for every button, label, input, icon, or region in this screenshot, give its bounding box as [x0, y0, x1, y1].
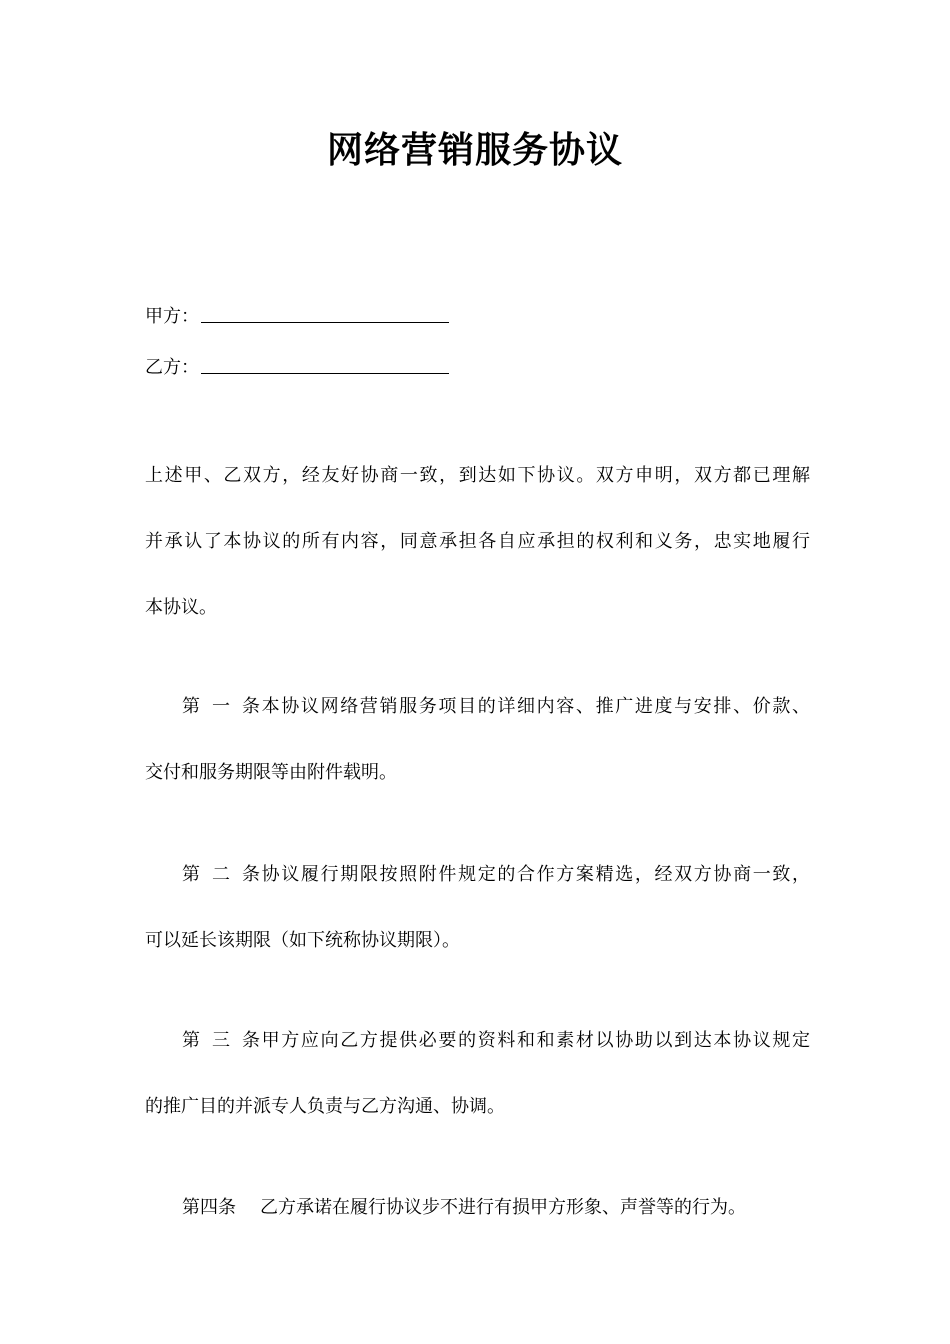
party-a-line: [145, 302, 449, 332]
article-text: 本协议网络营销服务项目的详细内容、推广进度与安排、价款、: [260, 696, 810, 717]
article-text: 甲方应向乙方提供必要的资料和和素材以协助以到达本协议规定: [260, 1030, 810, 1051]
article-line: 的推广目的并派专人负责与乙方沟通、协调。: [145, 1096, 505, 1117]
article-first-line: [145, 860, 810, 890]
article-label: 第二条: [182, 864, 260, 885]
article-1: [145, 692, 810, 788]
party-b-blank: [201, 353, 449, 374]
article-first-line: [145, 1026, 810, 1056]
article-first-line: [145, 692, 810, 722]
preamble-line: 本协议。: [145, 597, 217, 618]
article-label: 第三条: [182, 1030, 260, 1051]
article-label: 第四条: [182, 1197, 236, 1218]
party-a-blank: [201, 302, 449, 323]
party-b-label: 乙方：: [145, 357, 199, 378]
document-title: 网络营销服务协议: [326, 129, 623, 171]
article-line: 可以延长该期限（如下统称协议期限）。: [145, 930, 460, 951]
preamble-paragraph: [145, 461, 810, 623]
article-text: 乙方承诺在履行协议步不进行有损甲方形象、声誉等的行为。: [260, 1197, 746, 1218]
article-label: 第一条: [182, 696, 260, 717]
article-2: [145, 860, 810, 956]
preamble-line: 并承认了本协议的所有内容，同意承担各自应承担的权利和义务，忠实地履行: [145, 531, 810, 552]
article-first-line: [145, 1193, 810, 1223]
article-3: [145, 1026, 810, 1122]
preamble-line: 上述甲、乙双方，经友好协商一致，到达如下协议。双方申明，双方都已理解: [145, 465, 810, 486]
article-text: 协议履行期限按照附件规定的合作方案精选，经双方协商一致，: [260, 864, 810, 885]
article-line: 交付和服务期限等由附件载明。: [145, 762, 397, 783]
party-b-line: [145, 353, 449, 383]
party-a-label: 甲方：: [145, 306, 199, 327]
article-4: [145, 1193, 810, 1223]
